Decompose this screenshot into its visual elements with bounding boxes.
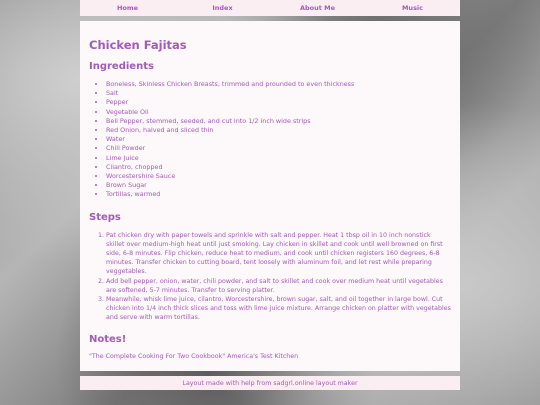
ingredient-item: • Bell Pepper, stemmed, seeded, and cut into 1/2 inch wide strips	[106, 117, 451, 126]
page-title: Chicken Fajitas	[89, 38, 187, 52]
ingredient-item: • Water	[106, 135, 451, 144]
ingredient-item: • Salt	[106, 89, 451, 98]
steps-heading: Steps	[89, 211, 121, 223]
ingredients-list	[89, 80, 451, 200]
nav-link-music[interactable]: Music	[401, 4, 424, 12]
footer-credit: Layout made with help from sadgrl.online layout maker	[182, 379, 358, 387]
notes-heading: Notes!	[89, 333, 127, 345]
ingredients-heading: Ingredients	[89, 61, 154, 72]
top-nav	[80, 0, 460, 16]
ingredient-item: • Vegetable Oil	[106, 108, 451, 117]
nav-link-index[interactable]: Index	[212, 4, 233, 12]
ingredient-item: • Chili Powder	[106, 144, 451, 153]
ingredient-item: • Brown Sugar	[106, 181, 451, 190]
steps-list	[89, 231, 451, 323]
step-item: 2. Add bell pepper, onion, water, chili powder, and salt to skillet and cook over medium heat until vegetables are softened, 5-7 minutes. Transfer to serving platter.	[106, 277, 451, 295]
ingredient-item: • Tortillas, warmed	[106, 190, 451, 199]
ingredient-item: • Red Onion, halved and sliced thin	[106, 126, 451, 135]
ingredient-item: • Boneless, Skinless Chicken Breasts, trimmed and prounded to even thickness	[106, 80, 451, 89]
nav-link-home[interactable]: Home	[116, 4, 139, 12]
ingredient-item: • Cilantro, chopped	[106, 163, 451, 172]
ingredient-item: • Lime Juice	[106, 154, 451, 163]
step-item: 1. Pat chicken dry with paper towels and sprinkle with salt and pepper. Heat 1 tbsp oil in 10 inch nonstick skillet over medium-high heat until just smoking. Lay chicken in skillet and cook until well browned on first side, 6-8 minutes. Flip chicken, reduce heat to medium, and cook until chicken registers 160 degrees, 6-8 minutes. Transfer chicken to cutting board, tent loosely with aluminum foil, and let rest while preparing veggetables.	[106, 231, 451, 277]
content-panel	[80, 21, 460, 371]
nav-link-about-me[interactable]: About Me	[299, 4, 336, 12]
footer	[80, 376, 460, 390]
ingredient-item: • Worcestershire Sauce	[106, 172, 451, 181]
ingredient-item: • Pepper	[106, 98, 451, 107]
notes-text: "The Complete Cooking For Two Cookbook" America's Test Kitchen	[89, 352, 299, 360]
step-item: 3. Meanwhile, whisk lime juice, cilantro, Worcestershire, brown sugar, salt, and oil together in large bowl. Cut chicken into 1/4 inch thick slices and toss with lime juice mixture. Arrange chicken on platter with vegetables and serve with warm tortillas.	[106, 295, 451, 323]
